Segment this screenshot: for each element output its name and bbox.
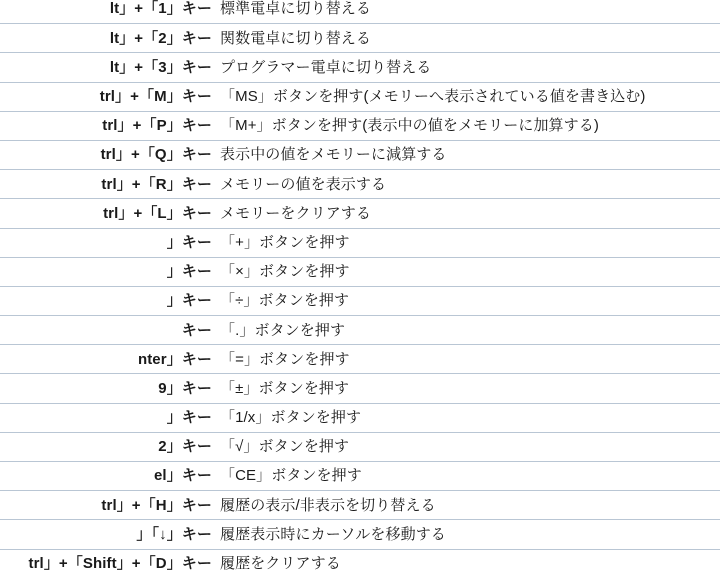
table-row — [0, 140, 720, 169]
table-row — [0, 257, 720, 286]
table-row — [0, 53, 720, 82]
shortcut-key-cell: 」キー — [0, 228, 220, 257]
shortcut-key-cell: 」キー — [0, 257, 220, 286]
shortcut-description-cell: 「+」ボタンを押す — [220, 228, 720, 257]
shortcut-description-cell: メモリーの値を表示する — [220, 170, 720, 199]
table-row — [0, 111, 720, 140]
table-row — [0, 82, 720, 111]
table-row — [0, 316, 720, 345]
table-row — [0, 170, 720, 199]
table-row — [0, 24, 720, 53]
shortcut-key-cell: lt」+「2」キー — [0, 24, 220, 53]
table-row — [0, 199, 720, 228]
shortcut-key-cell: 9」キー — [0, 374, 220, 403]
shortcut-key-cell: trl」+「Q」キー — [0, 140, 220, 169]
shortcut-key-cell: キー — [0, 316, 220, 345]
shortcut-description-cell: メモリーをクリアする — [220, 199, 720, 228]
shortcut-key-cell: 」「↓」キー — [0, 520, 220, 549]
shortcut-description-cell: 履歴をクリアする — [220, 549, 720, 575]
shortcut-description-cell: プログラマー電卓に切り替える — [220, 53, 720, 82]
shortcut-description-cell: 「√」ボタンを押す — [220, 432, 720, 461]
shortcut-key-cell: lt」+「1」キー — [0, 0, 220, 24]
table-row — [0, 549, 720, 575]
shortcut-description-cell: 標準電卓に切り替える — [220, 0, 720, 24]
shortcut-key-cell: nter」キー — [0, 345, 220, 374]
table-row — [0, 286, 720, 315]
table-row — [0, 520, 720, 549]
shortcut-description-cell: 「1/x」ボタンを押す — [220, 403, 720, 432]
shortcut-description-cell: 「÷」ボタンを押す — [220, 286, 720, 315]
table-row — [0, 0, 720, 24]
shortcut-key-cell: 」キー — [0, 286, 220, 315]
shortcut-key-cell: trl」+「Shift」+「D」キー — [0, 549, 220, 575]
shortcut-description-cell: 「.」ボタンを押す — [220, 316, 720, 345]
shortcut-description-cell: 関数電卓に切り替える — [220, 24, 720, 53]
shortcut-key-cell: trl」+「L」キー — [0, 199, 220, 228]
shortcut-key-cell: 2」キー — [0, 432, 220, 461]
shortcut-key-cell: 」キー — [0, 403, 220, 432]
shortcut-description-cell: 「CE」ボタンを押す — [220, 462, 720, 491]
table-row — [0, 345, 720, 374]
table-row — [0, 403, 720, 432]
shortcut-description-cell: 履歴表示時にカーソルを移動する — [220, 520, 720, 549]
table-row — [0, 462, 720, 491]
shortcut-description-cell: 「±」ボタンを押す — [220, 374, 720, 403]
table-row — [0, 374, 720, 403]
shortcut-description-cell: 「MS」ボタンを押す(メモリーへ表示されている値を書き込む) — [220, 82, 720, 111]
shortcut-key-cell: el」キー — [0, 462, 220, 491]
shortcut-description-cell: 表示中の値をメモリーに減算する — [220, 140, 720, 169]
table-row — [0, 491, 720, 520]
table-row — [0, 228, 720, 257]
shortcut-key-cell: trl」+「H」キー — [0, 491, 220, 520]
shortcut-description-cell: 「×」ボタンを押す — [220, 257, 720, 286]
shortcut-key-cell: trl」+「P」キー — [0, 111, 220, 140]
shortcut-description-cell: 「=」ボタンを押す — [220, 345, 720, 374]
table-row — [0, 432, 720, 461]
shortcut-key-cell: trl」+「M」キー — [0, 82, 220, 111]
shortcut-key-cell: trl」+「R」キー — [0, 170, 220, 199]
shortcut-description-cell: 「M+」ボタンを押す(表示中の値をメモリーに加算する) — [220, 111, 720, 140]
shortcut-description-cell: 履歴の表示/非表示を切り替える — [220, 491, 720, 520]
shortcut-key-cell: lt」+「3」キー — [0, 53, 220, 82]
